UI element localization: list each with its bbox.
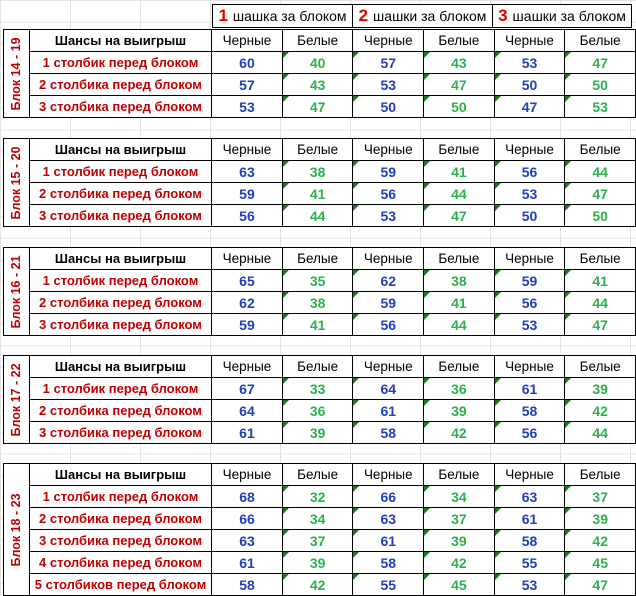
group-header-3[interactable] [492, 4, 632, 28]
block-table-2 [3, 138, 636, 227]
table-row [29, 314, 635, 336]
black-odds-cell[interactable]: 58 [353, 552, 424, 574]
white-odds-cell[interactable]: 39 [565, 378, 636, 400]
table-row [29, 422, 635, 444]
white-odds-cell[interactable]: 50 [565, 74, 636, 96]
black-odds-cell[interactable]: 63 [494, 486, 565, 508]
black-odds-cell[interactable]: 65 [212, 270, 283, 292]
black-odds-cell[interactable]: 53 [494, 183, 565, 205]
odds-table [29, 355, 636, 444]
table-header-row [29, 464, 635, 486]
white-odds-cell[interactable]: 41 [424, 292, 495, 314]
group-label: шашка за блоком [232, 8, 347, 24]
black-odds-cell[interactable]: 59 [353, 161, 424, 183]
row-label-cell[interactable]: 1 столбик перед блоком [29, 161, 211, 183]
white-odds-cell[interactable]: 47 [424, 74, 495, 96]
black-odds-cell[interactable]: 59 [494, 270, 565, 292]
white-odds-cell[interactable]: 41 [282, 183, 353, 205]
column-header-black[interactable]: Черные [212, 356, 283, 378]
table-row [29, 270, 635, 292]
white-odds-cell[interactable]: 42 [424, 552, 495, 574]
black-odds-cell[interactable]: 56 [494, 161, 565, 183]
black-odds-cell[interactable]: 53 [353, 205, 424, 227]
white-odds-cell[interactable]: 47 [565, 52, 636, 74]
block-side-label-cell[interactable] [3, 463, 29, 596]
black-odds-cell[interactable]: 53 [494, 574, 565, 596]
black-odds-cell[interactable]: 61 [353, 530, 424, 552]
black-odds-cell[interactable]: 57 [353, 52, 424, 74]
column-header-black[interactable]: Черные [494, 248, 565, 270]
white-odds-cell[interactable]: 32 [282, 486, 353, 508]
table-row [29, 552, 635, 574]
column-header-black[interactable]: Черные [353, 30, 424, 52]
white-odds-cell[interactable]: 47 [565, 314, 636, 336]
column-header-black[interactable]: Черные [212, 30, 283, 52]
column-header-black[interactable]: Черные [353, 464, 424, 486]
white-odds-cell[interactable]: 36 [424, 378, 495, 400]
row-label-cell[interactable]: 1 столбик перед блоком [29, 52, 211, 74]
block-side-label-cell[interactable] [3, 29, 29, 118]
white-odds-cell[interactable]: 43 [282, 74, 353, 96]
table-row [29, 508, 635, 530]
row-label-cell[interactable]: 2 столбика перед блоком [29, 400, 211, 422]
odds-table [29, 29, 636, 118]
row-label-cell[interactable]: 3 столбика перед блоком [29, 530, 211, 552]
row-label-cell[interactable]: 2 столбика перед блоком [29, 508, 211, 530]
table-row [29, 292, 635, 314]
column-header-white[interactable]: Белые [424, 30, 495, 52]
white-odds-cell[interactable]: 36 [282, 400, 353, 422]
white-odds-cell[interactable]: 53 [565, 96, 636, 118]
block-side-label-cell[interactable] [3, 247, 29, 336]
black-odds-cell[interactable]: 61 [212, 422, 283, 444]
column-header-white[interactable]: Белые [282, 464, 353, 486]
white-odds-cell[interactable]: 34 [424, 486, 495, 508]
black-odds-cell[interactable]: 56 [212, 205, 283, 227]
black-odds-cell[interactable]: 61 [353, 400, 424, 422]
black-odds-cell[interactable]: 53 [353, 74, 424, 96]
black-odds-cell[interactable]: 63 [212, 530, 283, 552]
black-odds-cell[interactable]: 55 [353, 574, 424, 596]
white-odds-cell[interactable]: 41 [565, 270, 636, 292]
table-header-row [29, 248, 635, 270]
white-odds-cell[interactable]: 42 [565, 530, 636, 552]
white-odds-cell[interactable]: 38 [282, 292, 353, 314]
table-title-cell[interactable]: Шансы на выигрыш [29, 248, 211, 270]
odds-table [29, 247, 636, 336]
block-table-3 [3, 247, 636, 336]
white-odds-cell[interactable]: 41 [424, 161, 495, 183]
black-odds-cell[interactable]: 47 [494, 96, 565, 118]
group-label: шашки за блоком [512, 8, 626, 24]
table-title-cell[interactable]: Шансы на выигрыш [29, 139, 211, 161]
white-odds-cell[interactable]: 41 [282, 314, 353, 336]
table-row [29, 486, 635, 508]
black-odds-cell[interactable]: 59 [212, 314, 283, 336]
white-odds-cell[interactable]: 45 [424, 574, 495, 596]
table-header-row [29, 30, 635, 52]
white-odds-cell[interactable]: 44 [565, 422, 636, 444]
white-odds-cell[interactable]: 47 [565, 183, 636, 205]
white-odds-cell[interactable]: 50 [424, 96, 495, 118]
odds-table [29, 463, 636, 596]
row-label-cell[interactable]: 3 столбика перед блоком [29, 205, 211, 227]
row-label-cell[interactable]: 3 столбика перед блоком [29, 314, 211, 336]
table-row [29, 205, 635, 227]
row-label-cell[interactable]: 5 столбиков перед блоком [29, 574, 211, 596]
row-label-cell[interactable]: 2 столбика перед блоком [29, 74, 211, 96]
row-label-cell[interactable]: 3 столбика перед блоком [29, 96, 211, 118]
black-odds-cell[interactable]: 50 [494, 74, 565, 96]
column-header-white[interactable]: Белые [565, 248, 636, 270]
group-number: 3 [498, 6, 508, 25]
column-header-black[interactable]: Черные [494, 139, 565, 161]
black-odds-cell[interactable]: 66 [353, 486, 424, 508]
black-odds-cell[interactable]: 61 [494, 508, 565, 530]
column-header-white[interactable]: Белые [565, 464, 636, 486]
black-odds-cell[interactable]: 62 [353, 270, 424, 292]
row-label-cell[interactable]: 3 столбика перед блоком [29, 422, 211, 444]
black-odds-cell[interactable]: 56 [494, 422, 565, 444]
block-table-5 [3, 463, 636, 596]
white-odds-cell[interactable]: 39 [565, 508, 636, 530]
white-odds-cell[interactable]: 37 [424, 508, 495, 530]
group-number: 2 [358, 6, 369, 25]
white-odds-cell[interactable]: 34 [282, 508, 353, 530]
white-odds-cell[interactable]: 45 [565, 552, 636, 574]
column-header-black[interactable]: Черные [494, 356, 565, 378]
white-odds-cell[interactable]: 40 [282, 52, 353, 74]
table-header-row [29, 356, 635, 378]
column-header-black[interactable]: Черные [212, 248, 283, 270]
column-header-white[interactable]: Белые [424, 139, 495, 161]
black-odds-cell[interactable]: 61 [494, 378, 565, 400]
column-header-black[interactable]: Черные [212, 464, 283, 486]
table-row [29, 400, 635, 422]
table-row [29, 530, 635, 552]
column-header-black[interactable]: Черные [353, 248, 424, 270]
black-odds-cell[interactable]: 58 [212, 574, 283, 596]
white-odds-cell[interactable]: 35 [282, 270, 353, 292]
column-header-black[interactable]: Черные [494, 30, 565, 52]
row-label-cell[interactable]: 1 столбик перед блоком [29, 270, 211, 292]
black-odds-cell[interactable]: 64 [353, 378, 424, 400]
white-odds-cell[interactable]: 37 [565, 486, 636, 508]
table-row [29, 74, 635, 96]
white-odds-cell[interactable]: 39 [424, 400, 495, 422]
black-odds-cell[interactable]: 63 [353, 508, 424, 530]
block-label: Блок 14 - 19 [9, 36, 24, 111]
white-odds-cell[interactable]: 39 [424, 530, 495, 552]
black-odds-cell[interactable]: 56 [353, 314, 424, 336]
black-odds-cell[interactable]: 59 [212, 183, 283, 205]
odds-table [29, 138, 636, 227]
row-label-cell[interactable]: 2 столбика перед блоком [29, 292, 211, 314]
white-odds-cell[interactable]: 44 [565, 292, 636, 314]
white-odds-cell[interactable]: 33 [282, 378, 353, 400]
black-odds-cell[interactable]: 56 [353, 183, 424, 205]
black-odds-cell[interactable]: 56 [494, 292, 565, 314]
block-label: Блок 15 - 20 [9, 145, 24, 220]
table-row [29, 574, 635, 596]
white-odds-cell[interactable]: 44 [282, 205, 353, 227]
black-odds-cell[interactable]: 66 [212, 508, 283, 530]
black-odds-cell[interactable]: 67 [212, 378, 283, 400]
black-odds-cell[interactable]: 53 [494, 314, 565, 336]
black-odds-cell[interactable]: 62 [212, 292, 283, 314]
block-label: Блок 18 - 23 [9, 492, 24, 567]
column-header-white[interactable]: Белые [424, 356, 495, 378]
block-table-4 [3, 355, 636, 444]
table-title-cell[interactable]: Шансы на выигрыш [29, 30, 211, 52]
column-header-white[interactable]: Белые [282, 248, 353, 270]
white-odds-cell[interactable]: 39 [282, 422, 353, 444]
table-title-cell[interactable]: Шансы на выигрыш [29, 464, 211, 486]
group-number: 1 [218, 6, 228, 25]
table-row [29, 96, 635, 118]
black-odds-cell[interactable]: 53 [212, 96, 283, 118]
column-group-header [212, 4, 632, 28]
column-header-white[interactable]: Белые [424, 464, 495, 486]
white-odds-cell[interactable]: 38 [282, 161, 353, 183]
white-odds-cell[interactable]: 50 [565, 205, 636, 227]
black-odds-cell[interactable]: 63 [212, 161, 283, 183]
column-header-white[interactable]: Белые [565, 30, 636, 52]
table-row [29, 378, 635, 400]
block-side-label-cell[interactable] [3, 355, 29, 444]
black-odds-cell[interactable]: 58 [494, 530, 565, 552]
white-odds-cell[interactable]: 43 [424, 52, 495, 74]
white-odds-cell[interactable]: 44 [565, 161, 636, 183]
black-odds-cell[interactable]: 57 [212, 74, 283, 96]
table-row [29, 183, 635, 205]
group-header-2[interactable] [352, 4, 492, 28]
black-odds-cell[interactable]: 64 [212, 400, 283, 422]
column-header-black[interactable]: Черные [494, 464, 565, 486]
black-odds-cell[interactable]: 53 [494, 52, 565, 74]
table-header-row [29, 139, 635, 161]
black-odds-cell[interactable]: 58 [494, 400, 565, 422]
column-header-white[interactable]: Белые [565, 356, 636, 378]
white-odds-cell[interactable]: 42 [565, 400, 636, 422]
black-odds-cell[interactable]: 58 [353, 422, 424, 444]
white-odds-cell[interactable]: 44 [424, 183, 495, 205]
white-odds-cell[interactable]: 42 [282, 574, 353, 596]
column-header-black[interactable]: Черные [212, 139, 283, 161]
black-odds-cell[interactable]: 68 [212, 486, 283, 508]
column-header-white[interactable]: Белые [565, 139, 636, 161]
column-header-white[interactable]: Белые [282, 139, 353, 161]
column-header-black[interactable]: Черные [353, 356, 424, 378]
row-label-cell[interactable]: 1 столбик перед блоком [29, 378, 211, 400]
row-label-cell[interactable]: 2 столбика перед блоком [29, 183, 211, 205]
white-odds-cell[interactable]: 47 [565, 574, 636, 596]
row-label-cell[interactable]: 4 столбика перед блоком [29, 552, 211, 574]
group-header-1[interactable] [212, 4, 352, 28]
white-odds-cell[interactable]: 47 [282, 96, 353, 118]
black-odds-cell[interactable]: 50 [353, 96, 424, 118]
column-header-white[interactable]: Белые [282, 30, 353, 52]
black-odds-cell[interactable]: 61 [212, 552, 283, 574]
white-odds-cell[interactable]: 38 [424, 270, 495, 292]
white-odds-cell[interactable]: 37 [282, 530, 353, 552]
white-odds-cell[interactable]: 44 [424, 314, 495, 336]
black-odds-cell[interactable]: 55 [494, 552, 565, 574]
white-odds-cell[interactable]: 39 [282, 552, 353, 574]
column-header-black[interactable]: Черные [353, 139, 424, 161]
block-label: Блок 16 - 21 [9, 254, 24, 329]
black-odds-cell[interactable]: 50 [494, 205, 565, 227]
block-side-label-cell[interactable] [3, 138, 29, 227]
group-label: шашки за блоком [373, 8, 487, 24]
column-header-white[interactable]: Белые [282, 356, 353, 378]
black-odds-cell[interactable]: 60 [212, 52, 283, 74]
table-row [29, 52, 635, 74]
table-title-cell[interactable]: Шансы на выигрыш [29, 356, 211, 378]
black-odds-cell[interactable]: 59 [353, 292, 424, 314]
white-odds-cell[interactable]: 47 [424, 205, 495, 227]
block-label: Блок 17 - 22 [9, 362, 24, 437]
block-table-1 [3, 29, 636, 118]
white-odds-cell[interactable]: 42 [424, 422, 495, 444]
column-header-white[interactable]: Белые [424, 248, 495, 270]
table-row [29, 161, 635, 183]
row-label-cell[interactable]: 1 столбик перед блоком [29, 486, 211, 508]
